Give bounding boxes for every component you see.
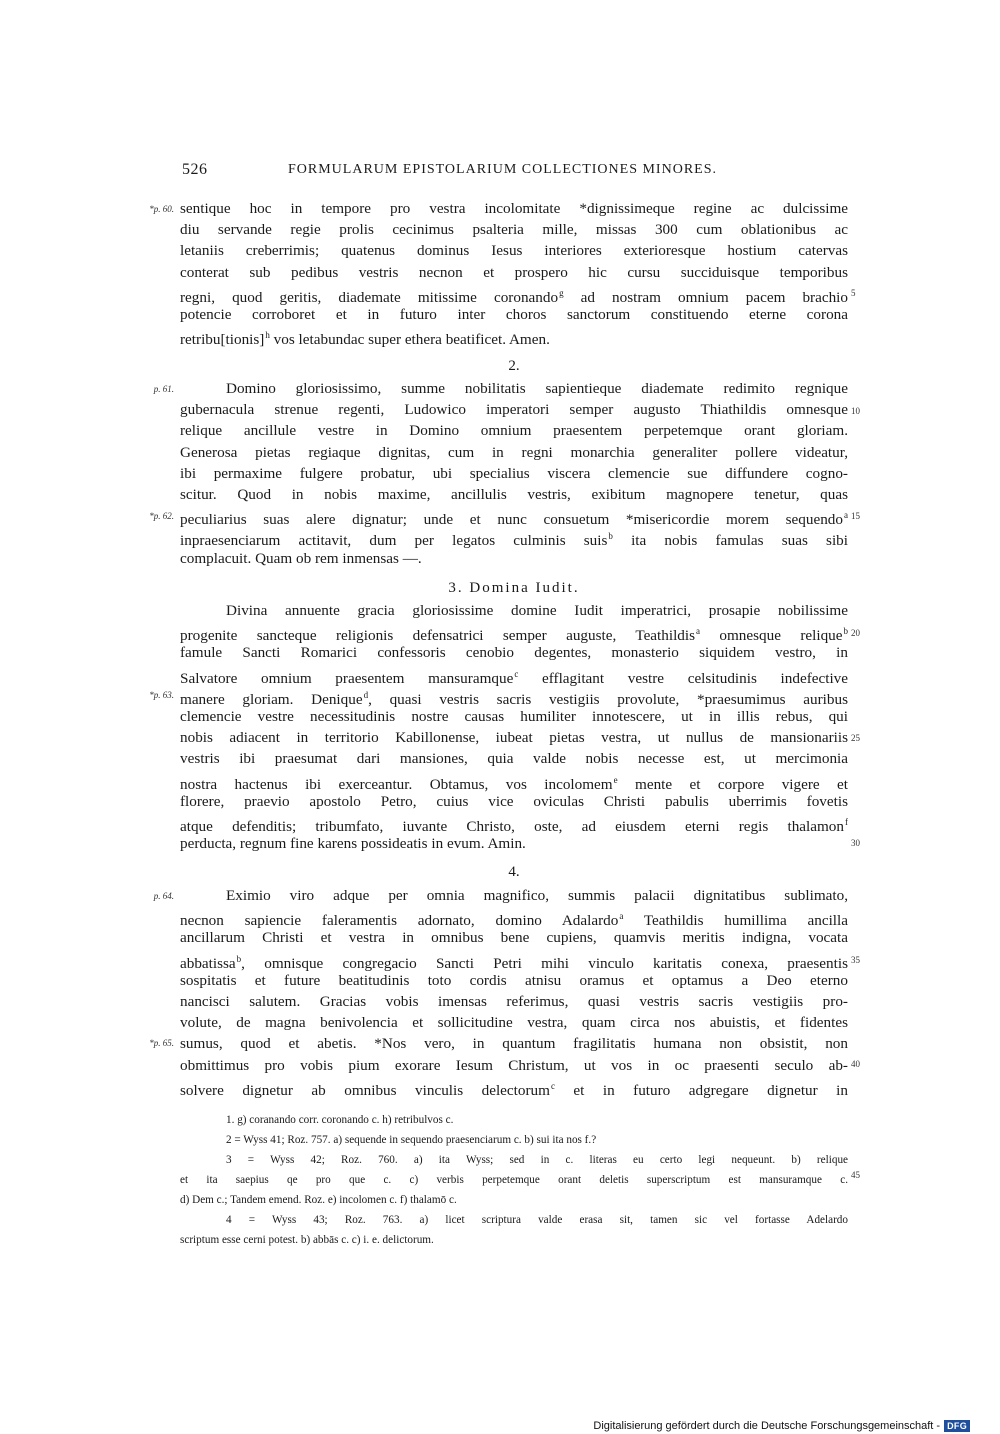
text-line [180,685,848,706]
section-heading: 3. Domina Iudit. [448,580,580,596]
margin-page-ref: *p. 63. [149,690,174,700]
text-line [180,621,848,645]
apparatus-note: et ita saepius qe pro que c. c) verbis perpetemque orant deletis superscriptum est mansuramque c. [180,1174,848,1186]
footnote-mark: a [844,510,848,521]
text-fragment: abbatissa [180,954,236,972]
text-line: conterat sub pedibus vestris necnon et prospero hic cursu succiduisque temporibus [180,263,848,281]
footnote-mark: h [265,330,270,341]
text-line: florere, praevio apostolo Petro, cuius vice oviculas Christi pabulis uberrimis fovetis [180,792,848,810]
text-fragment: solvere dignetur ab omnibus vinculis delectorum [180,1081,550,1099]
footnote-mark: b [608,531,613,542]
text-line [180,1076,848,1097]
text-fragment: , quasi vestris sacris vestigiis provolute, *praesumimus auribus [368,690,848,708]
footnote-mark: f [845,816,848,827]
text-line: complacuit. Quam ob rem inmensas —. [180,549,422,567]
text-line: letaniis creberrimis; quatenus dominus Iesus interiores exterioresque hostium catervas [180,242,848,260]
text-line: sentique hoc in tempore pro vestra incolomitate *dignissimeque regine ac dulcissime [180,200,848,217]
text-line [180,325,848,349]
margin-line-number: 20 [851,628,860,638]
footnote-mark: a [619,911,624,922]
section-2 [180,378,848,569]
text-fragment: inpraesenciarum actitavit, dum per legatos culminis suis [180,532,608,550]
section-4 [180,885,848,1097]
apparatus-note: 1. g) coranando corr. coronando c. h) retribulvos c. [226,1114,454,1126]
text-fragment: , omnisque congregacio Sancti Petri mihi vinculo karitatis conexa, praesentis [241,954,848,972]
text-line [180,906,848,930]
text-line: diu servande regie prolis cecinimus psalteria mille, missas 300 cum oblationibus ac [180,221,848,239]
text-line: obmittimus pro vobis pium exorare Iesum Christum, ut vos in oc praesenti seculo ab- [180,1056,848,1074]
text-fragment: regni, quod geritis, diademate mitissime coronando [180,288,559,306]
margin-page-ref: p. 61. [153,384,174,394]
footnote-mark: b [843,626,848,637]
page-number: 526 [182,161,208,178]
text-fragment: omnesque relique [719,627,843,645]
margin-line-number: 35 [851,955,860,965]
apparatus-note: 2 = Wyss 41; Roz. 757. a) sequende in sequendo praesenciarum c. b) sui ita nos f.? [226,1134,597,1146]
text-fragment: necnon sapiencie faleramentis adornato, domino Adalardo [180,912,619,930]
footnote-mark: b [236,953,242,964]
text-line: relique ancillule vestre in Domino omnium praesentem perpetemque orant gloriam. [180,422,848,440]
text-line: Divina annuente gracia gloriosissime domine Iudit imperatrici, prosapie nobilissime [226,602,848,619]
margin-line-number: 45 [851,1170,860,1180]
footnote-mark: g [559,287,564,298]
footnote-mark: e [613,774,618,785]
running-title: FORMULARUM EPISTOLARIUM COLLECTIONES MINORES. [288,162,717,177]
text-line: Eximio viro adque per omnia magnifico, summis palacii dignitatibus sublimato, [226,887,848,904]
margin-page-ref: *p. 65. [149,1038,174,1048]
text-line: potencie corroboret et in futuro inter choros sanctorum constituendo eterne corona [180,305,848,323]
margin-line-number: 25 [851,733,860,743]
text-line: scitur. Quod in nobis maxime, ancillulis vestris, exibitum magnopere tenetur, quas [180,485,848,503]
text-line: nobis adiacent in territorio Kabillonense, iubeat pietas vestra, ut nullus de mansionariis [180,729,848,747]
footnote-mark: c [514,668,519,679]
section-heading: 4. [508,864,520,880]
apparatus-note: 4 = Wyss 43; Roz. 763. a) licet scriptura valde erasa sit, tamen sic vel fortasse Adelardo [226,1214,848,1226]
text-line [180,949,848,970]
margin-line-number: 40 [851,1059,860,1069]
section-heading: 2. [508,358,520,374]
margin-line-number: 15 [851,511,860,521]
text-line: sumus, quod et abetis. *Nos vero, in quantum fragilitatis humana non obsistit, non [180,1035,848,1053]
text-fragment: nostra hactenus ibi exerceantur. Obtamus, vos incolomem [180,775,613,793]
text-fragment: retribu[tionis] [180,331,265,349]
text-fragment: et in futuro adgregare dignetur in [573,1081,848,1099]
text-line: vestris ibi praesumat dari mansiones, quia valde nobis necesse est, ut mercimonia [180,750,848,768]
text-fragment: progenite sancteque religionis defensatrici semper auguste, Teathildis [180,627,696,645]
text-line: regni, quod geritis, diademate mitissime coronando$^g$ ad nostram omnium pacem brachio [180,287,848,306]
text-line: volute, de magna benivolencia et sollicitudine vestra, quam circa nos abuistis, et fidentes [180,1014,848,1032]
credit-text: Digitalisierung gefördert durch die Deutsche Forschungsgemeinschaft - [593,1420,941,1432]
text-line: Generosa pietas regiaque dignitas, cum in regni monarchia generaliter pollere videatur, [180,443,848,461]
text-line: ancillarum Christi et vestra in omnibus bene cupiens, quamvis meritis indigna, vocata [180,929,848,947]
text-fragment: Salvatore omnium praesentem mansuramque [180,669,514,687]
text-fragment: efflagitant vestre celsitudinis indefective [541,669,849,687]
section-1-continuation [180,198,848,349]
page-header [182,161,846,183]
footnote-mark: c [550,1080,555,1091]
text-fragment: mente et corpore vigere et [635,775,849,793]
dfg-logo: DFG [944,1420,970,1432]
margin-page-ref: *p. 62. [149,511,174,521]
text-fragment: atque defenditis; tribumfato, iuvante Christo, oste, ad eiusdem eterni regis thalamon [180,817,844,835]
margin-line-number: 5 [851,288,856,298]
margin-line-number: 30 [851,838,860,848]
text-fragment: vos letabundac super ethera beatificet. Amen. [273,331,550,349]
text-line [180,664,848,685]
apparatus-note: d) Dem c.; Tandem emend. Roz. e) incolomen c. f) thalamō c. [180,1194,457,1206]
text-fragment: ita nobis famulas suas sibi [631,532,848,550]
apparatus-note: 3 = Wyss 42; Roz. 760. a) ita Wyss; sed in c. literas eu certo legi nequeunt. b) relique [226,1154,848,1166]
text-line: gubernacula strenue regenti, Ludowico imperatori semper augusto Thiathildis omnesque [180,401,848,419]
text-line: nancisci salutem. Gracias vobis imensas referimus, quasi vestris sacris vestigiis pro- [180,992,848,1010]
text-line: clemencie vestre necessitudinis nostre causas humiliter innotescere, ut in illis rebus, qui [180,707,848,725]
text-line [180,526,848,550]
margin-page-ref: *p. 60. [149,204,174,214]
critical-apparatus [180,1110,848,1250]
text-fragment: peculiarius suas alere dignatur; unde et nunc consuetum *misericordie morem sequendo [180,511,843,529]
text-fragment: Teathildis humillima ancilla [643,912,848,930]
text-line [180,812,848,833]
text-line [180,770,848,791]
text-line: ibi permaxime fulgere probatur, ubi specialius viscera clemencie sue diffundere cogno- [180,464,848,482]
footnote-mark: a [696,626,701,637]
digitization-credit [593,1420,970,1432]
text-line: sospitatis et future beatitudinis toto cordis atnisu oramus et optamus a Deo eterno [180,971,848,989]
margin-page-ref: p. 64. [153,891,174,901]
text-line: famule Sancti Romarici confessoris cenobio degentes, monasterio siquidem vestro, in [180,644,848,662]
text-line: perducta, regnum fine karens possideatis in evum. Amin. [180,835,526,853]
text-fragment: manere gloriam. Denique [180,690,363,708]
text-line [180,505,848,529]
apparatus-note: scriptum esse cerni potest. b) abbās c. c) i. e. delictorum. [180,1234,434,1246]
margin-line-number: 10 [851,406,860,416]
footnote-mark: d [363,689,369,700]
section-3 [180,600,848,854]
text-line: Domino gloriosissimo, summe nobilitatis sapientieque diademate redimito regnique [226,380,848,397]
